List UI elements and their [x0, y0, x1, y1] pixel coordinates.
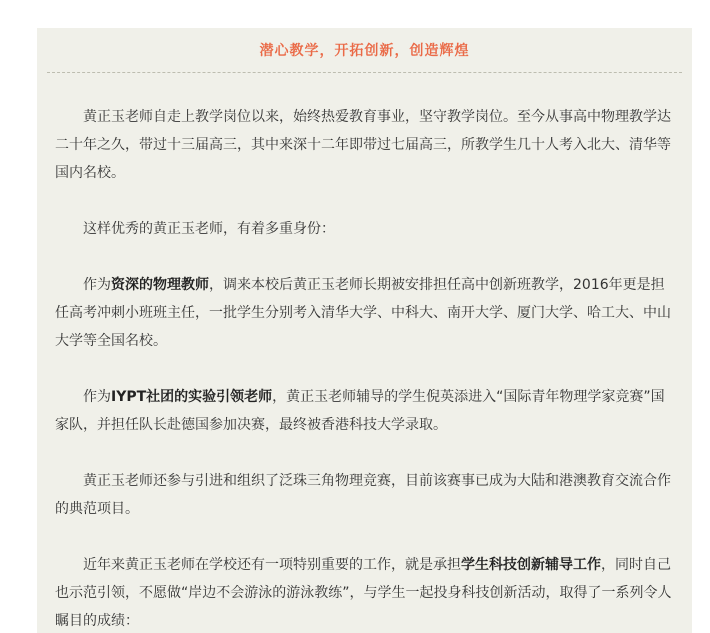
- paragraph-iypt: [55, 383, 674, 439]
- paragraph-text: 黄正玉老师自走上教学岗位以来，始终热爱教育事业，坚守教学岗位。至今从事高中物理教学达二十年之久，带过十三届高三，其中来深十二年即带过七届高三，所教学生几十人考入北大、清华等国内名校。: [55, 109, 671, 181]
- paragraph-intro: [55, 103, 674, 187]
- paragraph-competition: [55, 467, 674, 523]
- paragraph-highlight: IYPT社团的实验引领老师: [111, 389, 273, 405]
- paragraph-highlight: 资深的物理教师: [111, 277, 209, 293]
- paragraph-text-pre: 作为: [83, 277, 111, 293]
- article-card: [37, 28, 692, 633]
- paragraph-text-pre: 近年来黄正玉老师在学校还有一项特别重要的工作，就是承担: [83, 557, 461, 573]
- paragraph-text: 这样优秀的黄正玉老师，有着多重身份：: [83, 221, 335, 237]
- paragraph-highlight: 学生科技创新辅导工作: [461, 557, 601, 573]
- paragraph-text-post: ，黄正玉老师辅导的学生倪英添进入“国际青年物理学家竞赛”国家队，并担任队长赴德国参加决赛，最终被香港科技大学录取。: [55, 389, 665, 433]
- paragraph-innovation: [55, 551, 674, 633]
- paragraph-text-post: ，调来本校后黄正玉老师长期被安排担任高中创新班教学，2016年更是担任高考冲刺小班班主任，一批学生分别考入清华大学、中科大、南开大学、厦门大学、哈工大、中山大学等全国名校。: [55, 277, 671, 349]
- paragraph-text-pre: 作为: [83, 389, 111, 405]
- paragraph-text: 黄正玉老师还参与引进和组织了泛珠三角物理竞赛，目前该赛事已成为大陆和港澳教育交流合作的典范项目。: [55, 473, 671, 517]
- section-heading: 潜心教学，开拓创新，创造辉煌: [259, 43, 470, 59]
- paragraph-text-post: ，同时自己也示范引领，不愿做“岸边不会游泳的游泳教练”，与学生一起投身科技创新活动，取得了一系列令人瞩目的成绩：: [55, 557, 672, 629]
- paragraph-physics-teacher: [55, 271, 674, 355]
- paragraph-roles-lead: [55, 215, 674, 243]
- article-body: [37, 73, 692, 633]
